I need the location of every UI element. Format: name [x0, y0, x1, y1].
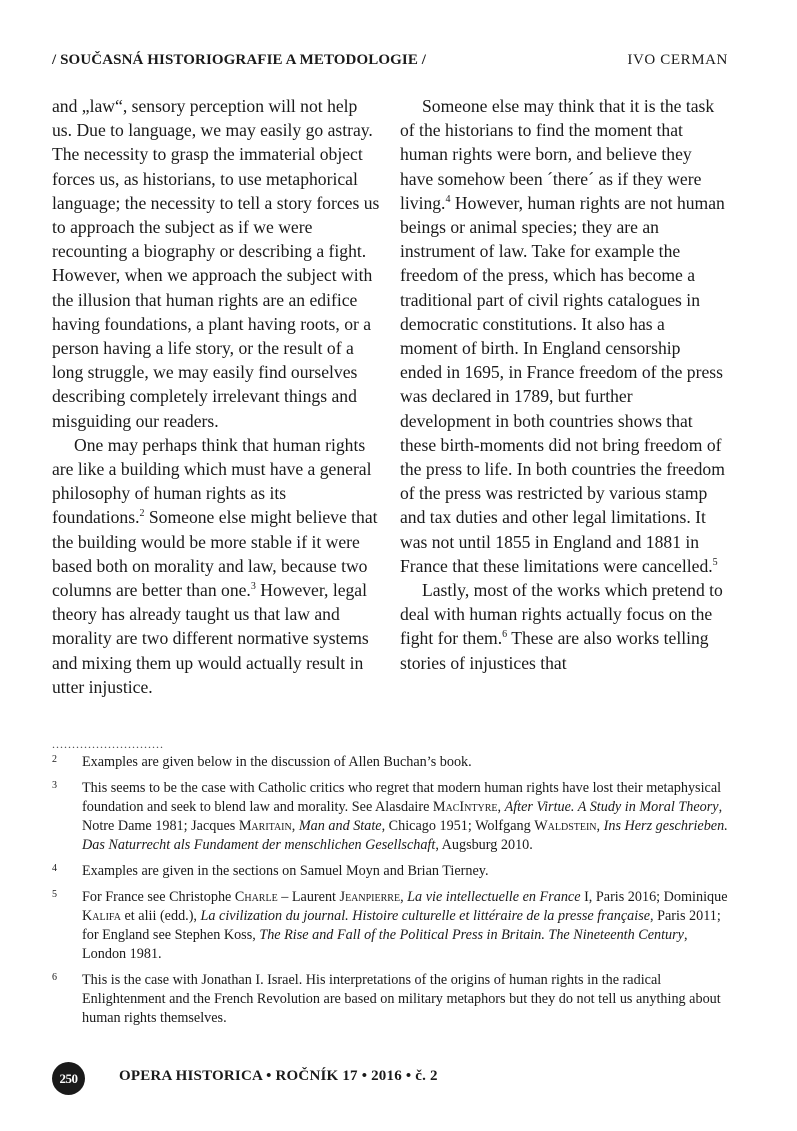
footnote-ref[interactable]: 4	[445, 193, 451, 205]
page-footer	[52, 1062, 552, 1094]
book-title: The Rise and Fall of the Political Press in Britain. The Nineteenth Century	[259, 927, 684, 943]
author-surname: MacIntyre	[432, 799, 498, 815]
footnote: 6 This is the case with Jonathan I. Israel. His interpretations of the origins of human rights in the radical Enlightenment and the French Revolution are based on military metaphors but they do not tell us anything about human rights themselves.	[52, 971, 728, 1028]
book-title: After Virtue. A Study in Moral Theory	[504, 799, 719, 815]
journal-title: OPERA HISTORICA • ROČNÍK 17 • 2016 • č. 2	[119, 1068, 438, 1084]
left-column	[52, 94, 380, 699]
footnote: 3 This seems to be the case with Catholic critics who regret that modern human rights have lost their metaphysical foundation and seek to blend law and morality. See Alasdaire MacIntyre, After Virtue. A Study in Moral Theory, Notre Dame 1981; Jacques Maritain, Man and State, Chicago 1951; Wolfgang Waldstein, Ins Herz geschrieben. Das Naturrecht als Fundament der menschlichen Gesellschaft, Augsburg 2010.	[52, 779, 728, 855]
book-title: Man and State	[298, 818, 382, 834]
right-column	[400, 94, 726, 675]
section-title: / SOUČASNÁ HISTORIOGRAFIE A METODOLOGIE /	[52, 52, 427, 68]
footnotes	[52, 753, 728, 1035]
paragraph: and „law“, sensory perception will not help us. Due to language, we may easily go astray. The necessity to grasp the immaterial object forces us, as historians, to use metaphorical language; the necessity to tell a story forces us to approach the subject as if we were recounting a biography or describing a fight. However, when we approach the subject with the illusion that human rights are an edifice having foundations, a plant having roots, or a person having a life story, or the result of a long struggle, we may easily find ourselves describing completely irrelevant things and misguiding our readers.	[52, 96, 380, 431]
book-title: La civilization du journal. Histoire culturelle et littéraire de la presse française	[200, 908, 651, 924]
footnote-ref[interactable]: 6	[502, 629, 508, 641]
book-title: La vie intellectuelle en France	[407, 889, 581, 905]
footnote-separator: ............................	[52, 737, 164, 751]
author-surname: Kalifa	[82, 908, 121, 924]
page-number: 250	[52, 1062, 85, 1095]
footnote: 4 Examples are given in the sections on Samuel Moyn and Brian Tierney.	[52, 862, 728, 881]
footnote-ref[interactable]: 2	[139, 508, 145, 520]
footnote: 5 For France see Christophe Charle – Laurent Jeanpierre, La vie intellectuelle en France I, Paris 2016; Dominique Kalifa et alii (edd.), La civilization du journal. Histoire culturelle et littéraire de la presse française, Paris 2011; for England see Stephen Koss, The Rise and Fall of the Political Press in Britain. The Nineteenth Century, London 1981.	[52, 888, 728, 964]
author-surname: Maritain	[238, 818, 292, 834]
book-title: Ins Herz geschrieben. Das Naturrecht als Fundament der menschlichen Gesellschaft	[82, 818, 728, 853]
author-surname: Jeanpierre	[339, 889, 401, 905]
footnote-ref[interactable]: 3	[250, 581, 256, 593]
author-surname: Charle	[234, 889, 278, 905]
footnote-number: 3	[52, 780, 57, 791]
paragraph: Lastly, most of the works which pretend to deal with human rights actually focus on the fight for them.$^6$ These are also works telling stories of injustices that	[400, 580, 723, 673]
footnote-number: 2	[52, 754, 57, 765]
running-header	[52, 50, 728, 72]
footnote: 2 Examples are given below in the discussion of Allen Buchan’s book.	[52, 753, 728, 772]
author-name: IVO CERMAN	[627, 52, 728, 68]
author-surname: Waldstein	[534, 818, 597, 834]
paragraph: One may perhaps think that human rights are like a building which must have a general philosophy of human rights as its foundations.$^2$ Someone else might believe that the building would be more stable if it were based both on morality and law, because two columns are better than one.$^3$ However, legal theory has already taught us that law and morality are two different normative systems and mixing them up would actually result in utter injustice.	[52, 434, 378, 697]
footnote-number: 6	[52, 972, 57, 983]
footnote-ref[interactable]: 5	[712, 557, 718, 568]
footnote-number: 5	[52, 889, 57, 900]
footnote-number: 4	[52, 863, 57, 874]
paragraph: Someone else may think that it is the task of the historians to find the moment that human rights were born, and believe they have somehow been ´there´ as if they were living.$^4$ However, human rights are not human beings or animal species; they are an instrument of law. Take for example the freedom of the press, which has become a traditional part of civil rights catalogues in democratic constitutions. It also has a moment of birth. In England censorship ended in 1695, in France freedom of the press was declared in 1789, but further development in both countries shows that these birth-moments did not bring freedom of the press to life. In both countries the freedom of the press was restricted by various stamp and tax duties and other legal limitations. It was not until 1855 in England and 1881 in France that these limitations were cancelled.$^5$	[400, 96, 725, 576]
